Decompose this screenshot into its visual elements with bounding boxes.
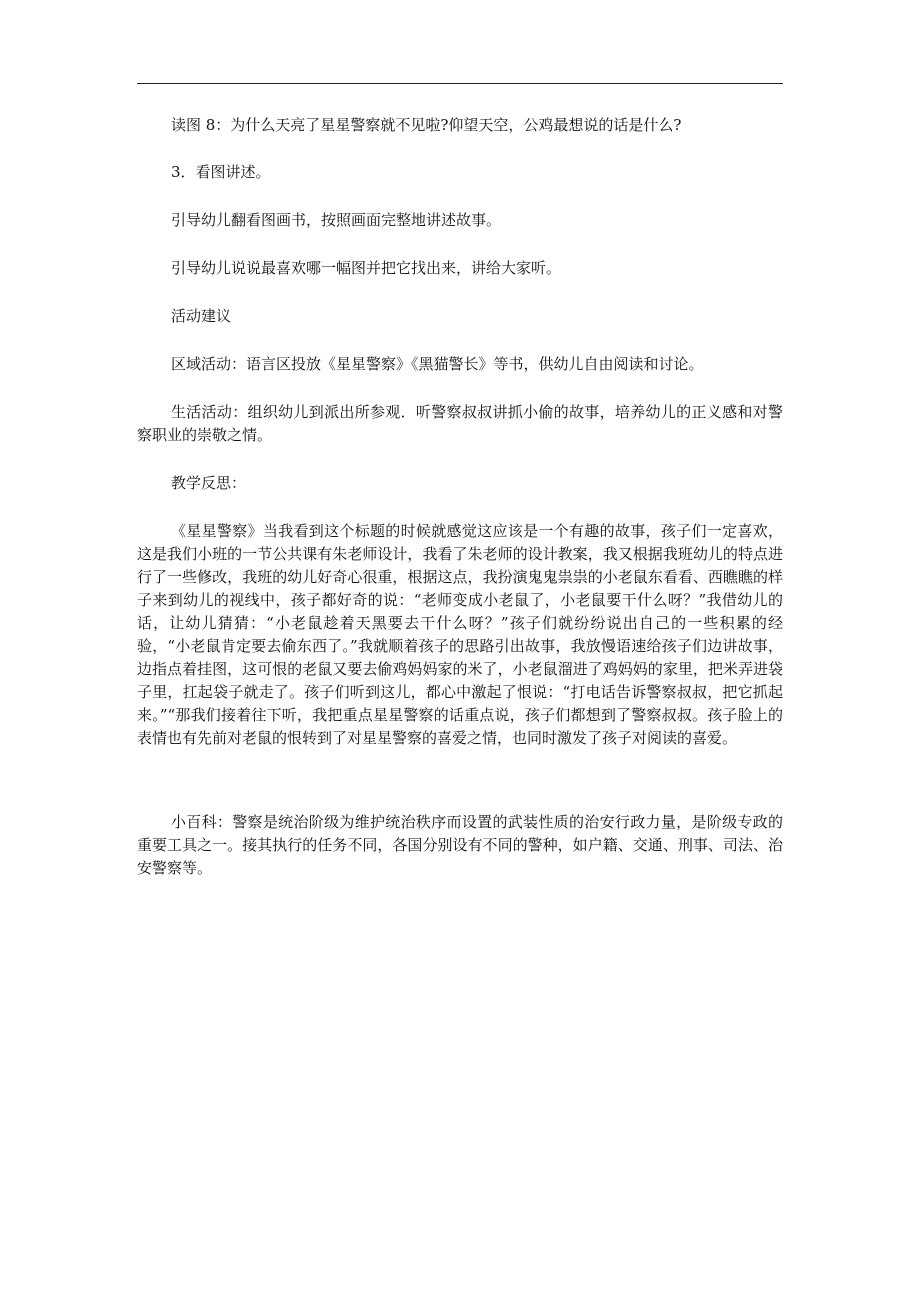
paragraph-encyclopedia: 小百科：警察是统治阶级为维护统治秩序而设置的武装性质的治安行政力量，是阶级专政的重要工具之一。接其执行的任务不同，各国分别设有不同的警种，如户籍、交通、刑事、司法、治安警察等。 [137,813,783,877]
section-heading-teaching-reflection: 教学反思： [171,474,247,492]
paragraph-area-activity: 区域活动：语言区投放《星星警察》《黑猫警长》等书，供幼儿自由阅读和讨论。 [171,355,704,373]
section-heading-activity-suggestions: 活动建议 [171,307,232,325]
paragraph-guide-reading: 引导幼儿翻看图画书，按照画面完整地讲述故事。 [171,211,502,229]
paragraph-reading-question: 读图 8：为什么天亮了星星警察就不见啦?仰望天空，公鸡最想说的话是什么? [171,116,682,134]
paragraph-step-3: 3．看图讲述。 [171,163,271,181]
paragraph-guide-favorite: 引导幼儿说说最喜欢哪一幅图并把它找出来，讲给大家听。 [171,259,562,277]
paragraph-teaching-reflection: 《星星警察》当我看到这个标题的时候就感觉这应该是一个有趣的故事，孩子们一定喜欢，这是我们小班的一节公共课有朱老师设计，我看了朱老师的设计教案，我又根据我班幼儿的特点进行了一些修改，我班的幼儿好奇心很重，根据这点，我扮演鬼鬼祟祟的小老鼠东看看、西瞧瞧的样子来到幼儿的视线中，孩子都好奇的说：“老师变成小老鼠了，小老鼠要干什么呀？”我借幼儿的话，让幼儿猜猜：“小老鼠趁着天黑要去干什么呀？”孩子们就纷纷说出自己的一些积累的经验，“小老鼠肯定要去偷东西了。”我就顺着孩子的思路引出故事，我放慢语速给孩子们边讲故事，边指点着挂图，这可恨的老鼠又要去偷鸡妈妈家的米了，小老鼠溜进了鸡妈妈的家里，把米弄进袋子里，扛起袋子就走了。孩子们听到这儿，都心中激起了恨说：“打电话告诉警察叔叔，把它抓起来。”“那我们接着往下听，我把重点星星警察的话重点说，孩子们都想到了警察叔叔。孩子脸上的表情也有先前对老鼠的恨转到了对星星警察的喜爱之情，也同时激发了孩子对阅读的喜爱。 [137,522,783,747]
header-rule [137,83,783,84]
paragraph-life-activity: 生活活动：组织幼儿到派出所参观．听警察叔叔讲抓小偷的故事，培养幼儿的正义感和对警察职业的崇敬之情。 [137,403,783,444]
